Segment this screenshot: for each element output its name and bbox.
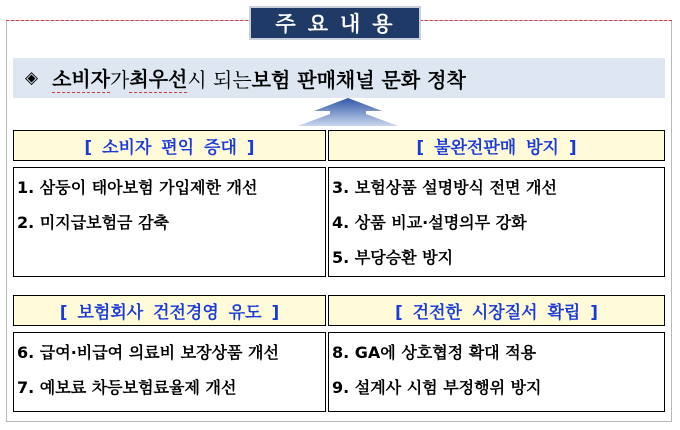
section-header-sound-management: [ 보험회사 건전경영 유도 ]	[13, 295, 326, 326]
list-item: 5. 부당승환 방지	[332, 248, 454, 267]
list-item: 6. 급여·비급여 의료비 보장상품 개선	[17, 343, 279, 362]
list-item: 1. 삼둥이 태아보험 가입제한 개선	[17, 178, 258, 197]
up-arrow-icon	[278, 98, 418, 128]
headline-text-main: 보험 판매채널 문화 정착	[251, 67, 466, 92]
section-body-consumer-benefit	[13, 167, 326, 277]
list-item: 7. 예보료 차등보험료율제 개선	[17, 378, 237, 397]
section-body-sound-management	[13, 332, 326, 412]
headline-banner	[13, 58, 665, 98]
page-title: 주요내용	[249, 6, 421, 40]
headline-text-part: 시 되는	[187, 67, 252, 92]
list-item: 8. GA에 상호협정 확대 적용	[332, 343, 537, 362]
headline-text-part: 가	[110, 67, 130, 92]
diamond-bullet-icon: ◈	[25, 68, 39, 88]
headline-text-priority: 최우선	[129, 63, 187, 93]
list-item: 3. 보험상품 설명방식 전면 개선	[332, 178, 557, 197]
section-header-mis-selling-prevention: [ 불완전판매 방지 ]	[328, 130, 665, 161]
list-item: 2. 미지급보험금 감축	[17, 213, 169, 232]
list-item: 4. 상품 비교·설명의무 강화	[332, 213, 527, 232]
list-item: 9. 설계사 시험 부정행위 방지	[332, 378, 542, 397]
section-header-consumer-benefit: [ 소비자 편익 증대 ]	[13, 130, 326, 161]
section-body-market-order	[328, 332, 665, 412]
section-header-market-order: [ 건전한 시장질서 확립 ]	[328, 295, 665, 326]
headline-text-consumer: 소비자	[52, 63, 110, 93]
section-body-mis-selling-prevention	[328, 167, 665, 277]
